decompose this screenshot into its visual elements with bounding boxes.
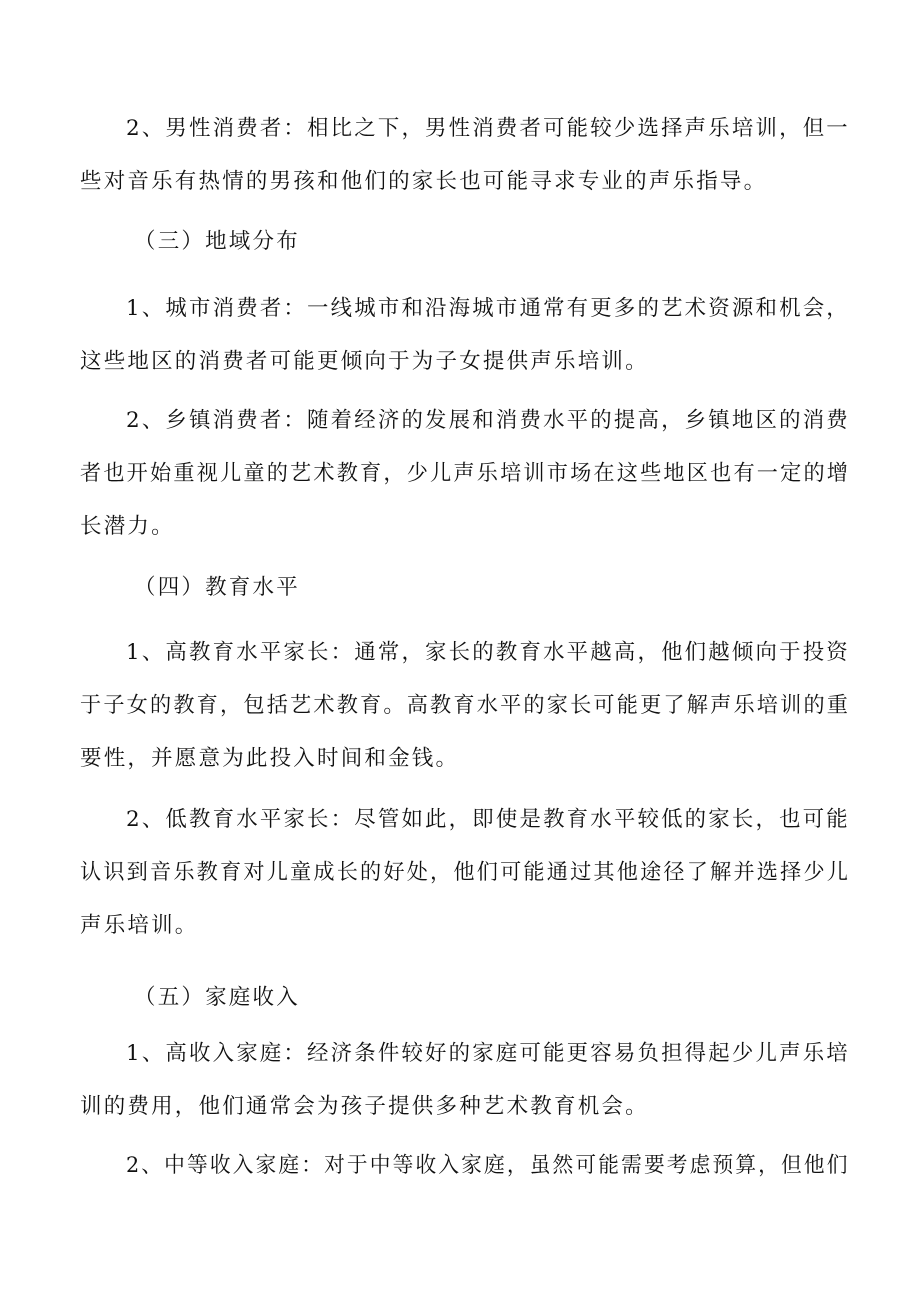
paragraph-line: 1、高收入家庭：经济条件较好的家庭可能更容易负担得起少儿声乐培	[126, 1041, 850, 1066]
paragraph-line: 认识到音乐教育对儿童成长的好处，他们可能通过其他途径了解并选择少儿	[80, 860, 851, 885]
paragraph-line: 2、男性消费者：相比之下，男性消费者可能较少选择声乐培训，但一	[126, 116, 850, 141]
section-heading: （四）教育水平	[134, 575, 300, 600]
paragraph-line: 长潜力。	[80, 514, 175, 539]
paragraph-line: 声乐培训。	[80, 913, 199, 938]
paragraph-line: 些对音乐有热情的男孩和他们的家长也可能寻求专业的声乐指导。	[80, 169, 768, 194]
paragraph-line: 于子女的教育，包括艺术教育。高教育水平的家长可能更了解声乐培训的重	[80, 693, 851, 718]
paragraph-line: 训的费用，他们通常会为孩子提供多种艺术教育机会。	[80, 1094, 649, 1119]
paragraph-line: 者也开始重视儿童的艺术教育，少儿声乐培训市场在这些地区也有一定的增	[80, 461, 851, 486]
section-heading: （三）地域分布	[134, 229, 300, 254]
paragraph-line: 2、乡镇消费者：随着经济的发展和消费水平的提高，乡镇地区的消费	[126, 408, 850, 433]
paragraph-line: 2、中等收入家庭：对于中等收入家庭，虽然可能需要考虑预算，但他们	[126, 1153, 850, 1178]
section-heading: （五）家庭收入	[134, 985, 300, 1010]
paragraph-line: 这些地区的消费者可能更倾向于为子女提供声乐培训。	[80, 349, 649, 374]
paragraph-line: 要性，并愿意为此投入时间和金钱。	[80, 746, 460, 771]
paragraph-line: 2、低教育水平家长：尽管如此，即使是教育水平较低的家长，也可能	[126, 807, 850, 832]
paragraph-line: 1、城市消费者：一线城市和沿海城市通常有更多的艺术资源和机会，	[126, 296, 850, 321]
paragraph-line: 1、高教育水平家长：通常，家长的教育水平越高，他们越倾向于投资	[126, 640, 850, 665]
